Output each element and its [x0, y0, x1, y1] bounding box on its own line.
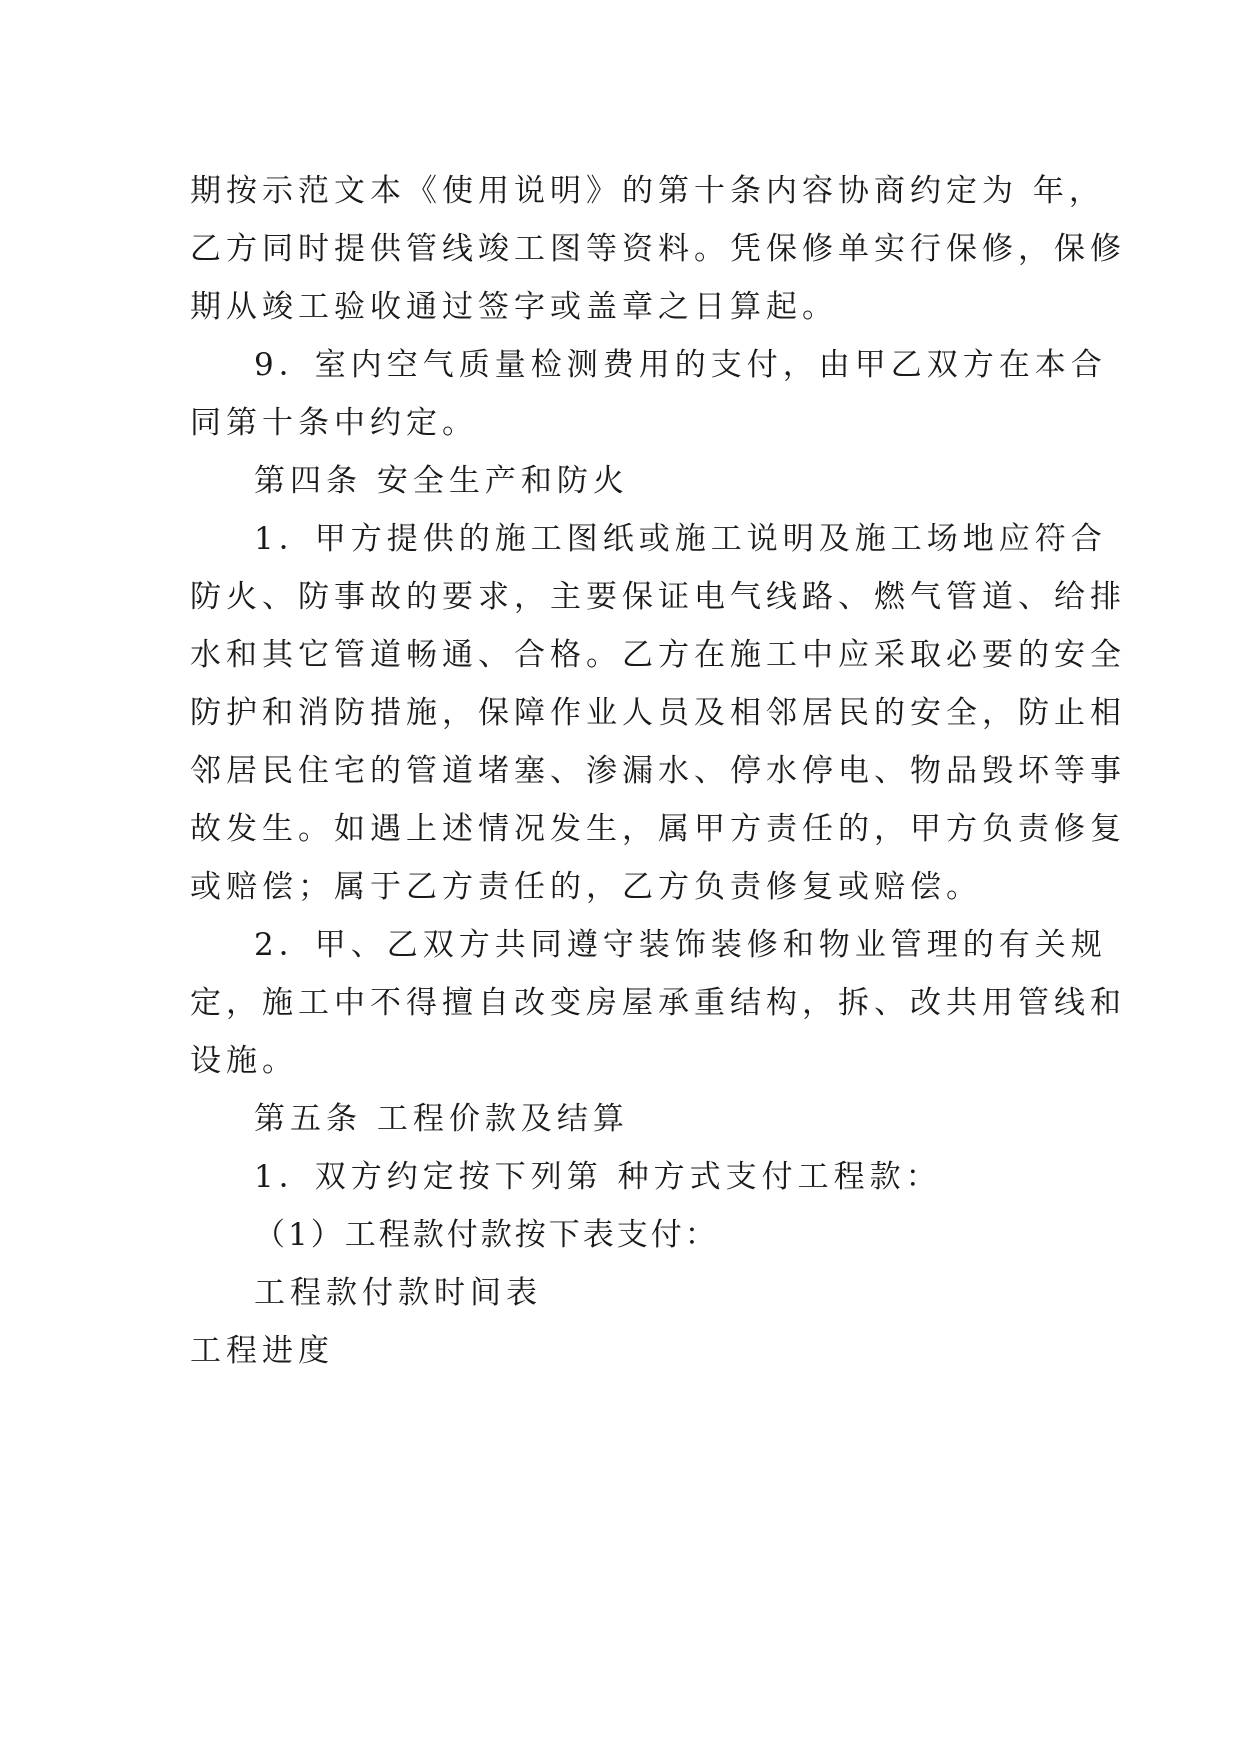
text-line: 期按示范文本《使用说明》的第十条内容协商约定为 年，: [190, 173, 1105, 209]
article-5-heading: 第五条 工程价款及结算: [254, 1101, 629, 1137]
text-line: 防火、防事故的要求，主要保证电气线路、燃气管道、给排: [190, 579, 1126, 615]
text-line: 故发生。如遇上述情况发生，属甲方责任的，甲方负责修复: [190, 811, 1126, 847]
text-line: 设施。: [190, 1043, 298, 1079]
text-line: 期从竣工验收通过签字或盖章之日算起。: [190, 289, 838, 325]
text-line: 防护和消防措施，保障作业人员及相邻居民的安全，防止相: [190, 695, 1126, 731]
payment-schedule-title: 工程款付款时间表: [254, 1275, 542, 1311]
payment-table-note: （1）工程款付款按下表支付：: [254, 1217, 719, 1253]
clause-9-line: 9．室内空气质量检测费用的支付，由甲乙双方在本合: [254, 347, 1107, 383]
text-line: 或赔偿；属于乙方责任的，乙方负责修复或赔偿。: [190, 869, 982, 905]
article-4-heading: 第四条 安全生产和防火: [254, 463, 629, 499]
text-line: 同第十条中约定。: [190, 405, 478, 441]
text-line: 定，施工中不得擅自改变房屋承重结构，拆、改共用管线和: [190, 985, 1126, 1021]
document-body: [190, 162, 1126, 1380]
clause-2-line: 2．甲、乙双方共同遵守装饰装修和物业管理的有关规: [254, 927, 1107, 963]
text-line: 邻居民住宅的管道堵塞、渗漏水、停水停电、物品毁坏等事: [190, 753, 1126, 789]
payment-method-line: 1．双方约定按下列第 种方式支付工程款：: [254, 1159, 942, 1195]
text-line: 水和其它管道畅通、合格。乙方在施工中应采取必要的安全: [190, 637, 1126, 673]
text-line: 乙方同时提供管线竣工图等资料。凭保修单实行保修，保修: [190, 231, 1126, 267]
progress-column-label: 工程进度: [190, 1333, 334, 1369]
clause-1-line: 1．甲方提供的施工图纸或施工说明及施工场地应符合: [254, 521, 1107, 557]
